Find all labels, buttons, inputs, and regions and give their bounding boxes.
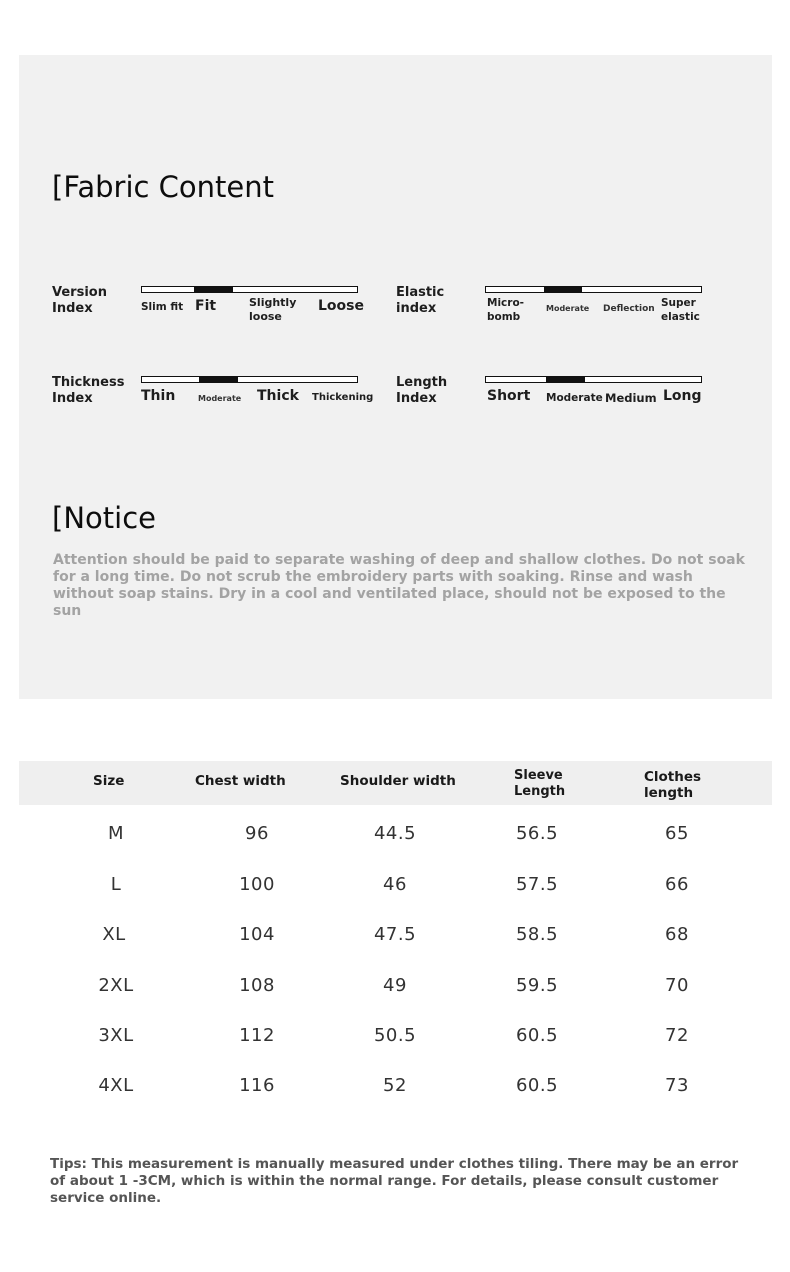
title-bracket: [ (52, 501, 64, 535)
tips-text: Tips: This measurement is manually measured under clothes tiling. There may be an error of about 1 -3CM, which is within the normal range. For details, please consult customer service online. (50, 1156, 739, 1206)
length-index-scale (485, 376, 702, 383)
cell-sleeve-length: 60.5 (515, 1075, 559, 1096)
cell-size: XL (102, 924, 126, 945)
header-sleeve-length (514, 768, 565, 800)
cell-size: 2XL (98, 975, 134, 996)
thickness-index-scale-marker (199, 376, 238, 383)
version-index-label (52, 285, 107, 317)
cell-shoulder-width: 46 (383, 874, 407, 895)
elastic-index-label-line2: index (396, 301, 437, 316)
cell-clothes-length: 70 (665, 975, 689, 996)
notice-title (52, 501, 156, 535)
elastic-index-scale-marker (544, 286, 582, 293)
version-option-slightly-loose: Slightly loose (249, 296, 297, 323)
cell-sleeve-length: 59.5 (515, 975, 559, 996)
version-index-label-line1: Version (52, 285, 107, 300)
version-option-loose: Loose (318, 298, 364, 314)
header-clothes-length (644, 769, 701, 801)
header-chest-width: Chest width (195, 773, 286, 789)
length-index-scale-marker (546, 376, 585, 383)
cell-shoulder-width: 47.5 (373, 924, 417, 945)
cell-sleeve-length: 57.5 (515, 874, 559, 895)
elastic-option-moderate: Moderate (546, 304, 590, 313)
cell-chest-width: 116 (239, 1075, 275, 1096)
cell-size: M (107, 823, 125, 844)
header-shoulder-width: Shoulder width (340, 773, 456, 789)
thickness-option-thickening: Thickening (312, 392, 374, 403)
header-sleeve-length-line2: Length (514, 784, 566, 799)
cell-clothes-length: 73 (665, 1075, 689, 1096)
fabric-content-title (52, 170, 274, 204)
header-clothes-length-line1: Clothes (644, 769, 702, 785)
length-index-label-line2: Index (396, 391, 437, 406)
elastic-index-label (396, 285, 444, 317)
length-option-long: Long (663, 388, 702, 404)
thickness-index-label (52, 375, 124, 407)
length-index-label (396, 375, 447, 407)
length-option-medium: Medium (605, 391, 657, 405)
notice-text: Attention should be paid to separate washing of deep and shallow clothes. Do not soak for a long time. Do not scrub the embroidery parts with soaking. Rinse and wash without soap stains. Dry in a cool and ventilated place, should not be exposed to the sun (53, 552, 745, 619)
header-sleeve-length-line1: Sleeve (514, 768, 563, 783)
header-clothes-length-line2: length (644, 785, 694, 801)
version-index-scale-marker (194, 286, 233, 293)
thickness-index-scale (141, 376, 358, 383)
thickness-option-thick: Thick (257, 388, 299, 404)
notice-title-text: Notice (63, 501, 156, 535)
cell-size: L (110, 874, 122, 895)
length-option-moderate: Moderate (546, 392, 603, 404)
cell-shoulder-width: 49 (383, 975, 407, 996)
length-index-label-line1: Length (396, 375, 448, 390)
cell-clothes-length: 66 (665, 874, 689, 895)
fabric-content-title-text: Fabric Content (63, 170, 275, 204)
version-index-label-line2: Index (52, 301, 93, 316)
cell-shoulder-width: 44.5 (373, 823, 417, 844)
thickness-option-thin: Thin (141, 388, 176, 404)
title-bracket: [ (52, 170, 64, 204)
elastic-index-label-line1: Elastic (396, 285, 445, 300)
cell-chest-width: 96 (245, 823, 269, 844)
thickness-option-moderate: Moderate (198, 394, 242, 403)
cell-shoulder-width: 50.5 (373, 1025, 417, 1046)
cell-size: 4XL (98, 1075, 134, 1096)
elastic-option-micro-bomb: Micro-bomb (487, 297, 525, 323)
thickness-index-label-line1: Thickness (52, 375, 125, 390)
cell-clothes-length: 68 (665, 924, 689, 945)
elastic-index-scale (485, 286, 702, 293)
version-option-fit: Fit (195, 298, 217, 314)
cell-chest-width: 112 (239, 1025, 275, 1046)
thickness-index-label-line2: Index (52, 391, 93, 406)
elastic-option-super-elastic: Super elastic (661, 297, 700, 323)
version-index-scale (141, 286, 358, 293)
cell-clothes-length: 65 (665, 823, 689, 844)
cell-chest-width: 104 (239, 924, 275, 945)
cell-chest-width: 108 (239, 975, 275, 996)
cell-sleeve-length: 58.5 (515, 924, 559, 945)
elastic-option-deflection: Deflection (603, 304, 655, 314)
cell-size: 3XL (98, 1025, 134, 1046)
header-size: Size (93, 773, 125, 789)
version-option-slim-fit: Slim fit (141, 301, 184, 313)
length-option-short: Short (487, 388, 531, 404)
cell-shoulder-width: 52 (383, 1075, 407, 1096)
cell-sleeve-length: 60.5 (515, 1025, 559, 1046)
cell-clothes-length: 72 (665, 1025, 689, 1046)
cell-sleeve-length: 56.5 (515, 823, 559, 844)
cell-chest-width: 100 (239, 874, 275, 895)
